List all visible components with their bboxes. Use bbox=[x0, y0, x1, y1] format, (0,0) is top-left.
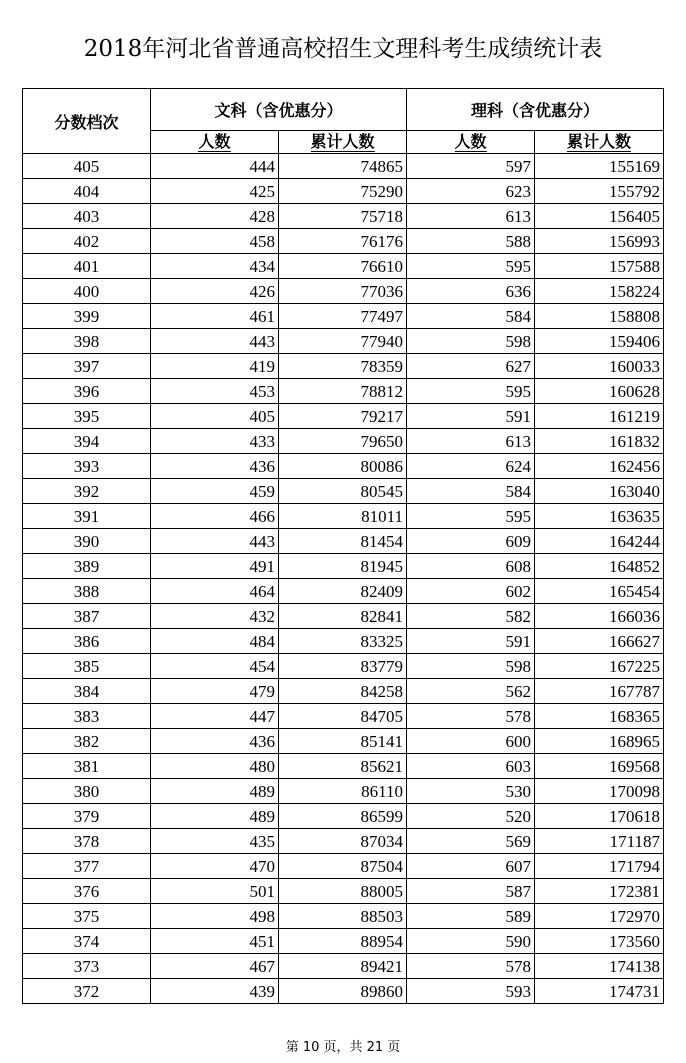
li-cumulative-cell: 158808 bbox=[535, 304, 664, 329]
wen-cumulative-cell: 88005 bbox=[279, 879, 407, 904]
wen-count-cell: 470 bbox=[151, 854, 279, 879]
table-row bbox=[23, 979, 664, 1004]
score-cell: 387 bbox=[23, 604, 151, 629]
li-count-cell: 607 bbox=[407, 854, 535, 879]
li-count-cell: 591 bbox=[407, 629, 535, 654]
wen-count-cell: 467 bbox=[151, 954, 279, 979]
score-cell: 383 bbox=[23, 704, 151, 729]
wen-cumulative-cell: 86599 bbox=[279, 804, 407, 829]
wen-count-cell: 443 bbox=[151, 529, 279, 554]
score-cell: 391 bbox=[23, 504, 151, 529]
wen-cumulative-cell: 80545 bbox=[279, 479, 407, 504]
li-cumulative-cell: 170618 bbox=[535, 804, 664, 829]
li-cumulative-cell: 172970 bbox=[535, 904, 664, 929]
wen-cumulative-cell: 85141 bbox=[279, 729, 407, 754]
wen-count-cell: 426 bbox=[151, 279, 279, 304]
table-row bbox=[23, 854, 664, 879]
table-row bbox=[23, 554, 664, 579]
wen-cumulative-cell: 86110 bbox=[279, 779, 407, 804]
li-count-cell: 591 bbox=[407, 404, 535, 429]
table-row bbox=[23, 354, 664, 379]
li-cumulative-cell: 155792 bbox=[535, 179, 664, 204]
wen-cumulative-cell: 85621 bbox=[279, 754, 407, 779]
score-cell: 379 bbox=[23, 804, 151, 829]
li-cumulative-cell: 157588 bbox=[535, 254, 664, 279]
li-cumulative-cell: 170098 bbox=[535, 779, 664, 804]
wen-cumulative-cell: 75290 bbox=[279, 179, 407, 204]
wen-cumulative-cell: 84258 bbox=[279, 679, 407, 704]
li-cumulative-cell: 160033 bbox=[535, 354, 664, 379]
wen-cumulative-cell: 78359 bbox=[279, 354, 407, 379]
li-cumulative-cell: 172381 bbox=[535, 879, 664, 904]
table-row bbox=[23, 604, 664, 629]
li-count-cell: 595 bbox=[407, 379, 535, 404]
wen-cumulative-cell: 79650 bbox=[279, 429, 407, 454]
wen-count-cell: 453 bbox=[151, 379, 279, 404]
score-cell: 401 bbox=[23, 254, 151, 279]
wen-count-cell: 435 bbox=[151, 829, 279, 854]
score-cell: 376 bbox=[23, 879, 151, 904]
wen-cumulative-cell: 77497 bbox=[279, 304, 407, 329]
wen-count-cell: 498 bbox=[151, 904, 279, 929]
li-cumulative-cell: 156405 bbox=[535, 204, 664, 229]
li-cumulative-cell: 164244 bbox=[535, 529, 664, 554]
li-count-cell: 613 bbox=[407, 429, 535, 454]
wen-count-cell: 444 bbox=[151, 154, 279, 179]
header-wen-count: 人数 bbox=[151, 131, 279, 154]
score-cell: 404 bbox=[23, 179, 151, 204]
wen-count-cell: 436 bbox=[151, 729, 279, 754]
li-cumulative-cell: 156993 bbox=[535, 229, 664, 254]
li-cumulative-cell: 167225 bbox=[535, 654, 664, 679]
li-count-cell: 627 bbox=[407, 354, 535, 379]
wen-cumulative-cell: 83325 bbox=[279, 629, 407, 654]
score-cell: 405 bbox=[23, 154, 151, 179]
table-row bbox=[23, 904, 664, 929]
table-row bbox=[23, 254, 664, 279]
table-row bbox=[23, 404, 664, 429]
table-row bbox=[23, 729, 664, 754]
wen-count-cell: 458 bbox=[151, 229, 279, 254]
li-count-cell: 530 bbox=[407, 779, 535, 804]
wen-count-cell: 454 bbox=[151, 654, 279, 679]
header-li-count: 人数 bbox=[407, 131, 535, 154]
wen-cumulative-cell: 82841 bbox=[279, 604, 407, 629]
wen-cumulative-cell: 78812 bbox=[279, 379, 407, 404]
li-count-cell: 624 bbox=[407, 454, 535, 479]
li-cumulative-cell: 174731 bbox=[535, 979, 664, 1004]
li-cumulative-cell: 165454 bbox=[535, 579, 664, 604]
table-row bbox=[23, 454, 664, 479]
wen-count-cell: 434 bbox=[151, 254, 279, 279]
li-count-cell: 597 bbox=[407, 154, 535, 179]
li-count-cell: 602 bbox=[407, 579, 535, 604]
wen-count-cell: 447 bbox=[151, 704, 279, 729]
wen-cumulative-cell: 87034 bbox=[279, 829, 407, 854]
score-cell: 392 bbox=[23, 479, 151, 504]
li-cumulative-cell: 171187 bbox=[535, 829, 664, 854]
page-footer: 第 10 页，共 21 页 bbox=[285, 1040, 401, 1055]
wen-count-cell: 489 bbox=[151, 779, 279, 804]
table-row bbox=[23, 529, 664, 554]
score-cell: 400 bbox=[23, 279, 151, 304]
li-cumulative-cell: 167787 bbox=[535, 679, 664, 704]
wen-count-cell: 501 bbox=[151, 879, 279, 904]
wen-count-cell: 489 bbox=[151, 804, 279, 829]
page-title: 2018年河北省普通高校招生文理科考生成绩统计表 bbox=[83, 36, 603, 62]
table-row bbox=[23, 579, 664, 604]
li-cumulative-cell: 163635 bbox=[535, 504, 664, 529]
table-row bbox=[23, 329, 664, 354]
li-cumulative-cell: 162456 bbox=[535, 454, 664, 479]
wen-count-cell: 432 bbox=[151, 604, 279, 629]
table-row bbox=[23, 679, 664, 704]
wen-cumulative-cell: 81011 bbox=[279, 504, 407, 529]
score-cell: 385 bbox=[23, 654, 151, 679]
table-row bbox=[23, 954, 664, 979]
wen-cumulative-cell: 88503 bbox=[279, 904, 407, 929]
score-cell: 398 bbox=[23, 329, 151, 354]
li-cumulative-cell: 169568 bbox=[535, 754, 664, 779]
score-cell: 373 bbox=[23, 954, 151, 979]
score-cell: 399 bbox=[23, 304, 151, 329]
wen-cumulative-cell: 87504 bbox=[279, 854, 407, 879]
table-row bbox=[23, 654, 664, 679]
table-row bbox=[23, 629, 664, 654]
wen-count-cell: 433 bbox=[151, 429, 279, 454]
wen-count-cell: 484 bbox=[151, 629, 279, 654]
li-count-cell: 569 bbox=[407, 829, 535, 854]
table-row bbox=[23, 754, 664, 779]
wen-count-cell: 436 bbox=[151, 454, 279, 479]
wen-cumulative-cell: 75718 bbox=[279, 204, 407, 229]
wen-count-cell: 461 bbox=[151, 304, 279, 329]
li-count-cell: 595 bbox=[407, 504, 535, 529]
li-count-cell: 588 bbox=[407, 229, 535, 254]
wen-count-cell: 466 bbox=[151, 504, 279, 529]
li-cumulative-cell: 161219 bbox=[535, 404, 664, 429]
score-cell: 397 bbox=[23, 354, 151, 379]
score-table-container bbox=[22, 88, 663, 1004]
score-cell: 390 bbox=[23, 529, 151, 554]
table-row bbox=[23, 929, 664, 954]
li-cumulative-cell: 164852 bbox=[535, 554, 664, 579]
wen-count-cell: 491 bbox=[151, 554, 279, 579]
header-li-cumulative: 累计人数 bbox=[535, 131, 664, 154]
wen-count-cell: 459 bbox=[151, 479, 279, 504]
wen-cumulative-cell: 76176 bbox=[279, 229, 407, 254]
score-cell: 377 bbox=[23, 854, 151, 879]
table-body bbox=[23, 154, 664, 1004]
wen-count-cell: 480 bbox=[151, 754, 279, 779]
header-score-col: 分数档次 bbox=[23, 89, 151, 154]
score-cell: 403 bbox=[23, 204, 151, 229]
score-cell: 384 bbox=[23, 679, 151, 704]
li-count-cell: 603 bbox=[407, 754, 535, 779]
wen-cumulative-cell: 82409 bbox=[279, 579, 407, 604]
wen-cumulative-cell: 89860 bbox=[279, 979, 407, 1004]
score-cell: 378 bbox=[23, 829, 151, 854]
li-count-cell: 623 bbox=[407, 179, 535, 204]
li-count-cell: 584 bbox=[407, 304, 535, 329]
table-row bbox=[23, 379, 664, 404]
score-cell: 395 bbox=[23, 404, 151, 429]
li-count-cell: 613 bbox=[407, 204, 535, 229]
li-cumulative-cell: 166036 bbox=[535, 604, 664, 629]
li-count-cell: 584 bbox=[407, 479, 535, 504]
table-row bbox=[23, 304, 664, 329]
li-cumulative-cell: 155169 bbox=[535, 154, 664, 179]
score-cell: 381 bbox=[23, 754, 151, 779]
header-row-group bbox=[23, 89, 664, 131]
li-count-cell: 600 bbox=[407, 729, 535, 754]
li-count-cell: 562 bbox=[407, 679, 535, 704]
wen-cumulative-cell: 89421 bbox=[279, 954, 407, 979]
li-count-cell: 582 bbox=[407, 604, 535, 629]
li-cumulative-cell: 163040 bbox=[535, 479, 664, 504]
table-row bbox=[23, 804, 664, 829]
table-row bbox=[23, 154, 664, 179]
li-cumulative-cell: 171794 bbox=[535, 854, 664, 879]
table-row bbox=[23, 779, 664, 804]
wen-count-cell: 451 bbox=[151, 929, 279, 954]
li-count-cell: 590 bbox=[407, 929, 535, 954]
li-count-cell: 608 bbox=[407, 554, 535, 579]
li-count-cell: 578 bbox=[407, 704, 535, 729]
wen-cumulative-cell: 77940 bbox=[279, 329, 407, 354]
wen-cumulative-cell: 88954 bbox=[279, 929, 407, 954]
score-cell: 389 bbox=[23, 554, 151, 579]
li-count-cell: 587 bbox=[407, 879, 535, 904]
header-wen-cumulative: 累计人数 bbox=[279, 131, 407, 154]
table-row bbox=[23, 479, 664, 504]
li-count-cell: 598 bbox=[407, 654, 535, 679]
table-row bbox=[23, 429, 664, 454]
li-cumulative-cell: 161832 bbox=[535, 429, 664, 454]
li-count-cell: 578 bbox=[407, 954, 535, 979]
li-cumulative-cell: 158224 bbox=[535, 279, 664, 304]
score-cell: 374 bbox=[23, 929, 151, 954]
li-count-cell: 520 bbox=[407, 804, 535, 829]
table-row bbox=[23, 879, 664, 904]
wen-count-cell: 439 bbox=[151, 979, 279, 1004]
wen-count-cell: 428 bbox=[151, 204, 279, 229]
wen-count-cell: 419 bbox=[151, 354, 279, 379]
li-count-cell: 593 bbox=[407, 979, 535, 1004]
table-row bbox=[23, 504, 664, 529]
li-count-cell: 589 bbox=[407, 904, 535, 929]
li-cumulative-cell: 159406 bbox=[535, 329, 664, 354]
wen-cumulative-cell: 84705 bbox=[279, 704, 407, 729]
score-cell: 393 bbox=[23, 454, 151, 479]
wen-cumulative-cell: 83779 bbox=[279, 654, 407, 679]
table-row bbox=[23, 204, 664, 229]
table-row bbox=[23, 229, 664, 254]
score-cell: 382 bbox=[23, 729, 151, 754]
wen-cumulative-cell: 76610 bbox=[279, 254, 407, 279]
header-wen-group: 文科（含优惠分） bbox=[151, 89, 407, 131]
score-cell: 396 bbox=[23, 379, 151, 404]
wen-count-cell: 443 bbox=[151, 329, 279, 354]
wen-count-cell: 464 bbox=[151, 579, 279, 604]
li-count-cell: 609 bbox=[407, 529, 535, 554]
header-li-group: 理科（含优惠分） bbox=[407, 89, 664, 131]
li-count-cell: 595 bbox=[407, 254, 535, 279]
score-cell: 394 bbox=[23, 429, 151, 454]
wen-cumulative-cell: 80086 bbox=[279, 454, 407, 479]
wen-cumulative-cell: 77036 bbox=[279, 279, 407, 304]
wen-count-cell: 479 bbox=[151, 679, 279, 704]
li-count-cell: 598 bbox=[407, 329, 535, 354]
table-row bbox=[23, 179, 664, 204]
score-cell: 402 bbox=[23, 229, 151, 254]
wen-count-cell: 425 bbox=[151, 179, 279, 204]
score-table bbox=[22, 88, 664, 1004]
score-cell: 375 bbox=[23, 904, 151, 929]
li-cumulative-cell: 160628 bbox=[535, 379, 664, 404]
score-cell: 372 bbox=[23, 979, 151, 1004]
li-cumulative-cell: 168965 bbox=[535, 729, 664, 754]
li-cumulative-cell: 174138 bbox=[535, 954, 664, 979]
li-cumulative-cell: 168365 bbox=[535, 704, 664, 729]
wen-cumulative-cell: 81945 bbox=[279, 554, 407, 579]
li-cumulative-cell: 166627 bbox=[535, 629, 664, 654]
wen-count-cell: 405 bbox=[151, 404, 279, 429]
li-count-cell: 636 bbox=[407, 279, 535, 304]
table-row bbox=[23, 704, 664, 729]
wen-cumulative-cell: 74865 bbox=[279, 154, 407, 179]
wen-cumulative-cell: 81454 bbox=[279, 529, 407, 554]
table-row bbox=[23, 829, 664, 854]
score-cell: 380 bbox=[23, 779, 151, 804]
score-cell: 388 bbox=[23, 579, 151, 604]
score-cell: 386 bbox=[23, 629, 151, 654]
li-cumulative-cell: 173560 bbox=[535, 929, 664, 954]
wen-cumulative-cell: 79217 bbox=[279, 404, 407, 429]
table-row bbox=[23, 279, 664, 304]
